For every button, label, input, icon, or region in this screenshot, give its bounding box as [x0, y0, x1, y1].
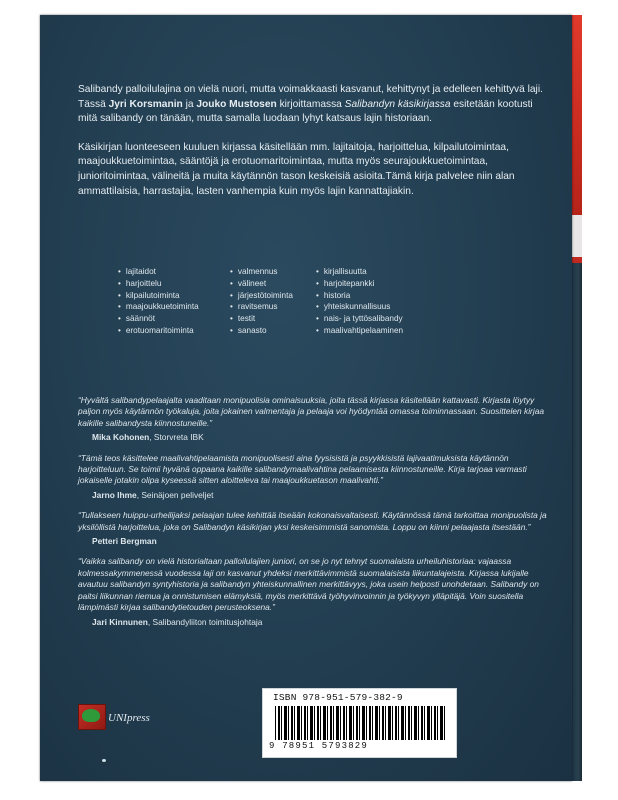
author-name-1: Jyri Korsmanin: [108, 98, 183, 110]
testimonial-text: “Hyvältä salibandypelaajalta vaaditaan monipuolisia ominaisuuksia, joita tässä kirjassa käsitellään kattavasti. Kirjasta löytyy paljon myös käytännön työkaluja, joita jokainen valmentaja ja pelaaja voi hyödyntää omassa toiminnassaan. Suosittelen kirjaa kaikille salibandysta kiinnostuneille.”: [78, 395, 545, 428]
testimonial-author: [92, 617, 548, 628]
list-item: • nais- ja tyttösalibandy: [316, 313, 403, 325]
barcode-icon: [275, 706, 445, 740]
author-name-2: Jouko Mustosen: [196, 98, 277, 110]
testimonial-author: [92, 490, 548, 501]
author-role: , Storvreta IBK: [149, 432, 204, 443]
intro-text: [78, 83, 546, 213]
testimonials: [78, 395, 548, 637]
list-item: • lajitaidot: [118, 266, 199, 278]
author-name: Mika Kohonen: [92, 432, 150, 443]
spine-red-band: [572, 15, 582, 215]
testimonial-text: “Tullakseen huippu-urheilijaksi pelaajan tulee kehittää itseään kokonaisvaltaisesti. Käytännössä tämä tarkoittaa monipuolista ja yksilöllistä harjoittelua, joka on Salibandyn käsikirjan yksi keskeisimmistä sanomista. Loppu on kiinni pelaajasta itsestään.”: [78, 510, 547, 532]
list-item: • historia: [316, 290, 403, 302]
testimonial: [78, 510, 548, 547]
cover-speck: [102, 759, 106, 762]
spine-white-band: [572, 215, 582, 257]
testimonial-author: [92, 536, 548, 547]
list-item: • maajoukkuetoiminta: [118, 301, 199, 313]
ean-number: 9 78951 5793829: [269, 741, 369, 751]
list-item: • välineet: [230, 278, 293, 290]
list-item: • kilpailutoiminta: [118, 290, 199, 302]
topic-list-column-2: [230, 266, 293, 337]
testimonial-text: “Tämä teos käsittelee maalivahtipelaamista monipuolisesti aina fyysisistä ja psyykkisistä lajivaatimuksista käytännön harjoitteluun. Se toimii hyvänä oppaana kaikille salibandymaalivahtina pelaamisesta kiinnostuneille. Kirja tarjoaa varmasti jokaiselle jotakin olipa kyseessä sitten aloitteleva tai maajoukkuetason maalivahti.”: [78, 452, 527, 486]
author-name: Jarno Ihme: [92, 489, 137, 500]
list-item: • harjoittelu: [118, 278, 199, 290]
topic-list-column-3: [316, 266, 403, 337]
list-item: • harjoitepankki: [316, 278, 403, 290]
spine-red-stripe: [572, 257, 582, 263]
list-item: • säännöt: [118, 313, 199, 325]
back-cover: [40, 15, 572, 781]
list-item: • testit: [230, 313, 293, 325]
intro-paragraph-1: Salibandy palloilulajina on vielä nuori, mutta voimakkaasti kasvanut, kehittynyt ja edelleen kehittyvä laji. Tässä Jyri Korsmanin ja Jouko Mustosen kirjoittamassa Salibandyn käsikirjassa esitetään kootusti mitä salibandy on tänään, mutta samalla luodaan lyhyt katsaus lajin historiaan.: [78, 84, 543, 125]
list-item: • maalivahtipelaaminen: [316, 325, 403, 337]
list-item: • järjestötoiminta: [230, 290, 293, 302]
topic-list-column-1: [118, 266, 199, 337]
testimonial: [78, 395, 548, 444]
list-item: • ravitsemus: [230, 301, 293, 313]
testimonial: [78, 453, 548, 502]
barcode-label: [262, 688, 457, 758]
author-name: Jari Kinnunen: [92, 616, 148, 627]
author-name: Petteri Bergman: [92, 536, 157, 547]
isbn-text: ISBN 978-951-579-382-9: [273, 692, 403, 703]
testimonial: [78, 556, 548, 627]
leaf-icon: [82, 709, 100, 722]
testimonial-text: “Vaikka salibandy on vielä historialtaan palloilulajien juniori, on se jo nyt tehnyt suomalaista urheiluhistoriaa: vajaassa kolmessakymmenessä vuodessa laji on kasvanut yhdeksi merkittävimmistä suomalaisista liikuntalajeista. Kirjassa lukijalle avautuu salibandyn syntyhistoria ja salibandyn yhteiskunnallinen merkittävyys, joka usein helposti unohdetaan. Salibandy on paitsi liikunnan riemua ja onnistumisen elämyksiä, myös merkittävä työhyvinvoinnin ja työkyvyn ylläpitäjä. Voin suositella lämpimästi kirjaa salibandytietouden perusteoksena.”: [78, 556, 539, 613]
author-role: , Seinäjoen peliveljet: [136, 489, 214, 500]
author-role: , Salibandyliiton toimitusjohtaja: [147, 616, 263, 627]
list-item: • erotuomaritoiminta: [118, 325, 199, 337]
list-item: • valmennus: [230, 266, 293, 278]
list-item: • yhteiskunnallisuus: [316, 301, 403, 313]
intro-paragraph-2: Käsikirjan luonteeseen kuuluen kirjassa käsitellään mm. lajitaitoja, harjoittelua, kilpailutoimintaa, maajoukkuetoimintaa, sääntöjä ja erotuomaritoimintaa, mutta myös seurajoukkuetoimintaa, junioritoimintaa, välineitä ja muita käytännön tason keskeisiä asioita.Tämä kirja palvelee niin alan ammattilaisia, harrastajia, lasten vanhempia kuin myös lajin kannattajiakin.: [78, 141, 515, 197]
testimonial-author: [92, 432, 548, 443]
list-item: • kirjallisuutta: [316, 266, 403, 278]
publisher-logo: [78, 704, 106, 730]
publisher-name: UNIpress: [108, 712, 150, 724]
list-item: • sanasto: [230, 325, 293, 337]
book-title: Salibandyn käsikirjassa: [344, 98, 451, 110]
